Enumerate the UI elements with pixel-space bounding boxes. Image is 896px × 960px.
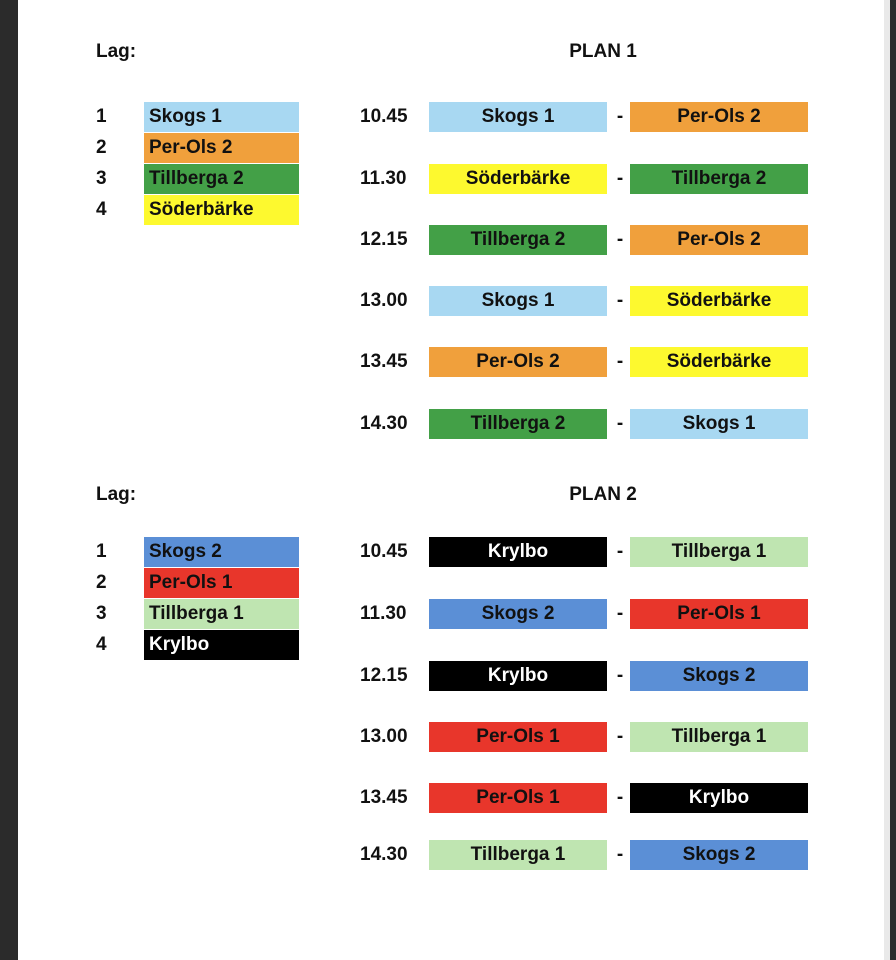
- away-team: Tillberga 1: [630, 722, 808, 752]
- match-time: 13.45: [360, 787, 408, 808]
- match-time: 13.00: [360, 290, 408, 311]
- away-team: Skogs 2: [630, 661, 808, 691]
- match-time: 13.45: [360, 351, 408, 372]
- away-team: Söderbärke: [630, 347, 808, 377]
- team-number: 3: [96, 168, 107, 189]
- home-team: Per-Ols 2: [429, 347, 607, 377]
- match-time: 12.15: [360, 665, 408, 686]
- away-team: Tillberga 1: [630, 537, 808, 567]
- home-team: Skogs 2: [429, 599, 607, 629]
- match-separator: -: [616, 229, 624, 250]
- home-team: Skogs 1: [429, 286, 607, 316]
- home-team: Söderbärke: [429, 164, 607, 194]
- home-team: Tillberga 1: [429, 840, 607, 870]
- team-label: Per-Ols 1: [144, 568, 299, 598]
- match-separator: -: [616, 290, 624, 311]
- match-time: 11.30: [360, 168, 407, 189]
- match-time: 11.30: [360, 603, 407, 624]
- team-label: Krylbo: [144, 630, 299, 660]
- match-time: 12.15: [360, 229, 408, 250]
- team-number: 4: [96, 199, 107, 220]
- team-number: 3: [96, 603, 107, 624]
- team-label: Tillberga 2: [144, 164, 299, 194]
- away-team: Söderbärke: [630, 286, 808, 316]
- team-number: 2: [96, 572, 107, 593]
- team-label: Per-Ols 2: [144, 133, 299, 163]
- home-team: Tillberga 2: [429, 409, 607, 439]
- home-team: Krylbo: [429, 537, 607, 567]
- plan-title: PLAN 2: [569, 484, 637, 505]
- match-separator: -: [616, 844, 624, 865]
- match-time: 14.30: [360, 844, 408, 865]
- team-label: Tillberga 1: [144, 599, 299, 629]
- match-separator: -: [616, 351, 624, 372]
- team-label: Skogs 2: [144, 537, 299, 567]
- home-team: Krylbo: [429, 661, 607, 691]
- away-team: Tillberga 2: [630, 164, 808, 194]
- match-time: 10.45: [360, 541, 408, 562]
- match-separator: -: [616, 541, 624, 562]
- home-team: Skogs 1: [429, 102, 607, 132]
- teams-heading: Lag:: [96, 484, 137, 505]
- match-separator: -: [616, 603, 624, 624]
- away-team: Skogs 2: [630, 840, 808, 870]
- match-time: 14.30: [360, 413, 408, 434]
- away-team: Per-Ols 1: [630, 599, 808, 629]
- match-separator: -: [616, 665, 624, 686]
- plan-title: PLAN 1: [569, 41, 637, 62]
- team-number: 1: [96, 541, 107, 562]
- away-team: Krylbo: [630, 783, 808, 813]
- home-team: Per-Ols 1: [429, 783, 607, 813]
- team-number: 1: [96, 106, 107, 127]
- schedule-page: [18, 0, 890, 960]
- teams-heading: Lag:: [96, 41, 137, 62]
- match-separator: -: [616, 787, 624, 808]
- team-label: Söderbärke: [144, 195, 299, 225]
- team-label: Skogs 1: [144, 102, 299, 132]
- match-separator: -: [616, 106, 624, 127]
- match-separator: -: [616, 168, 624, 189]
- match-separator: -: [616, 726, 624, 747]
- away-team: Per-Ols 2: [630, 225, 808, 255]
- away-team: Skogs 1: [630, 409, 808, 439]
- match-separator: -: [616, 413, 624, 434]
- team-number: 2: [96, 137, 107, 158]
- team-number: 4: [96, 634, 107, 655]
- page-edge: [884, 0, 890, 960]
- home-team: Tillberga 2: [429, 225, 607, 255]
- away-team: Per-Ols 2: [630, 102, 808, 132]
- home-team: Per-Ols 1: [429, 722, 607, 752]
- match-time: 10.45: [360, 106, 408, 127]
- match-time: 13.00: [360, 726, 408, 747]
